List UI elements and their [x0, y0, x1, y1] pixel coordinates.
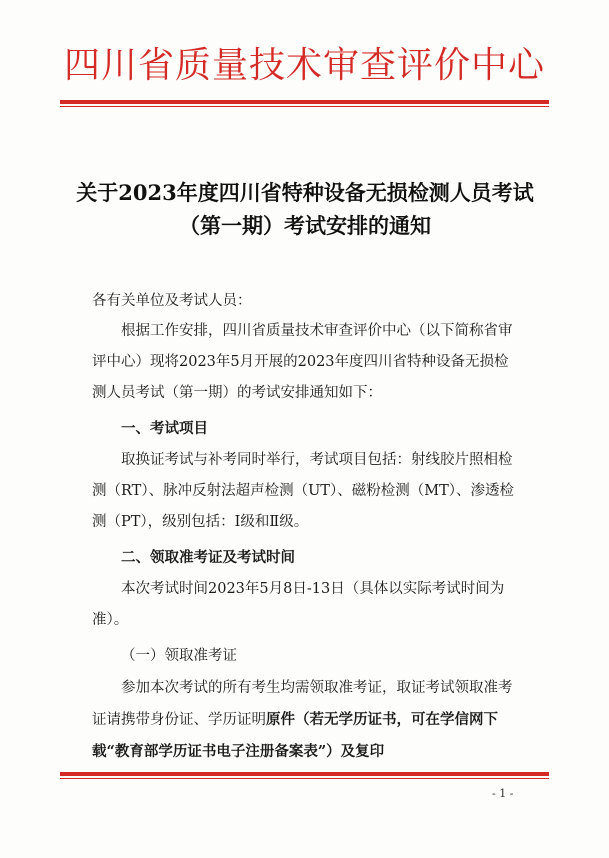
header-rule-thick — [60, 100, 549, 104]
footer-rule-thin — [60, 778, 549, 779]
subsection1-paragraph — [92, 673, 520, 768]
salutation: 各有关单位及考试人员： — [92, 293, 252, 309]
notice-title: 关于2023年度四川省特种设备无损检测人员考试（第一期）考试安排的通知 — [76, 180, 534, 238]
footer-rule-thick — [60, 772, 549, 776]
section1-paragraph: 取换证考试与补考同时举行，考试项目包括：射线胶片照相检测（RT）、脉冲反射法超声检测（UT）、磁粉检测（MT）、渗透检测（PT），级别包括：Ⅰ级和Ⅱ级。 — [92, 452, 514, 530]
subsection1-text-plain: 参加本次考试的所有考生均需领取准考证，取证考试领取准考证请携带身份证、学历证明 — [92, 680, 513, 728]
subsection1-text-bold: 原件（若无学历证书，可在学信网下载“教育部学历证书电子注册备案表”）及复印 — [92, 711, 498, 760]
intro-paragraph: 根据工作安排，四川省质量技术审查评价中心（以下简称省审评中心）现将2023年5月开展的2023年度四川省特种设备无损检测人员考试（第一期）的考试安排通知如下： — [92, 323, 513, 401]
header-organization: 四川省质量技术审查评价中心 — [63, 45, 545, 86]
page-number: - 1 - — [492, 787, 514, 800]
section2-heading: 二、领取准考证及考试时间 — [121, 549, 295, 566]
subsection1-heading: （一）领取准考证 — [121, 648, 237, 664]
header-rule-thin — [60, 106, 549, 107]
section1-heading: 一、考试项目 — [121, 420, 208, 437]
section2-paragraph: 本次考试时间2023年5月8日-13日（具体以实际考试时间为准）。 — [92, 581, 505, 628]
